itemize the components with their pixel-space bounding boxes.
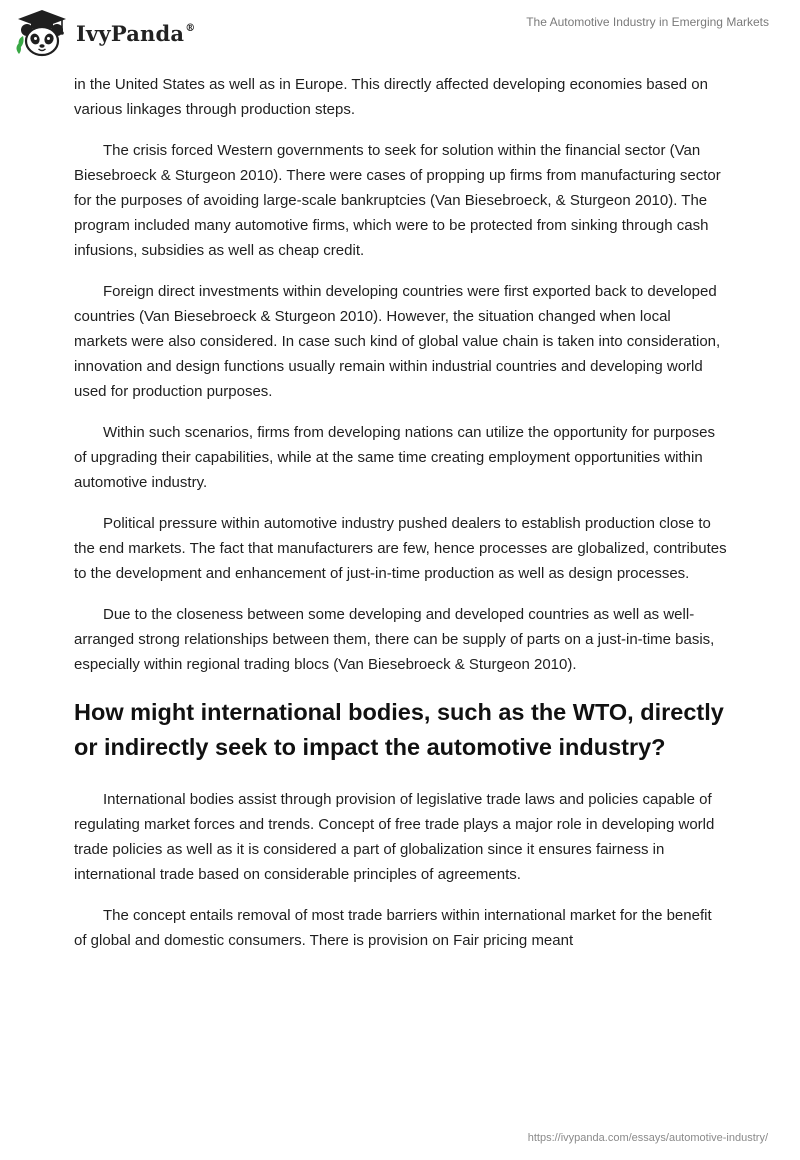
paragraph: The crisis forced Western governments to seek for solution within the financial sector (Van Biesebroeck & Sturgeon 2010). There were cases of propping up firms from manufacturing sector for the purposes of avoiding large-scale bankruptcies (Van Biesebroeck, & Sturgeon 2010). The program included many automotive firms, which were to be protected from sinking through cash infusions, subsidies as well as cheap credit. (74, 142, 721, 259)
source-url[interactable]: https://ivypanda.com/essays/automotive-industry/ (527, 1132, 768, 1144)
paragraph: The concept entails removal of most trade barriers within international market for the benefit of global and domestic consumers. There is provision on Fair pricing meant (74, 907, 712, 949)
registered-mark: ® (185, 22, 196, 34)
panda-graduate-icon (14, 8, 70, 58)
document-title: The Automotive Industry in Emerging Markets (526, 15, 769, 29)
paragraph: Political pressure within automotive industry pushed dealers to establish production close to the end markets. The fact that manufacturers are few, hence processes are globalized, contributes to the development and enhancement of just-in-time production as well as design processes. (74, 515, 727, 582)
paragraph: Within such scenarios, firms from developing nations can utilize the opportunity for purposes of upgrading their capabilities, while at the same time creating employment opportunities within automotive industry. (74, 424, 715, 491)
section-heading: How might international bodies, such as the WTO, directly or indirectly seek to impact the automotive industry? (74, 699, 724, 760)
brand-name: IvyPanda® (76, 20, 196, 46)
paragraph: in the United States as well as in Europe. This directly affected developing economies based on various linkages through production steps. (74, 76, 708, 118)
paragraph: International bodies assist through provision of legislative trade laws and policies capable of regulating market forces and trends. Concept of free trade plays a major role in developing world trade policies as well as it is considered a part of globalization since it ensures fairness in international trade based on considerable principles of agreements. (74, 791, 715, 883)
paragraph: Due to the closeness between some developing and developed countries as well as well-arranged strong relationships between them, there can be supply of parts on a just-in-time basis, especially within regional trading blocs (Van Biesebroeck & Sturgeon 2010). (74, 606, 715, 673)
page-header (0, 0, 800, 70)
ivypanda-logo[interactable] (14, 8, 195, 58)
paragraph: Foreign direct investments within developing countries were first exported back to developed countries (Van Biesebroeck & Sturgeon 2010). However, the situation changed when local markets were also considered. In case such kind of global value chain is taken into consideration, innovation and design functions usually remain within industrial countries and developing world used for production purposes. (74, 283, 721, 400)
essay-body (74, 72, 728, 969)
